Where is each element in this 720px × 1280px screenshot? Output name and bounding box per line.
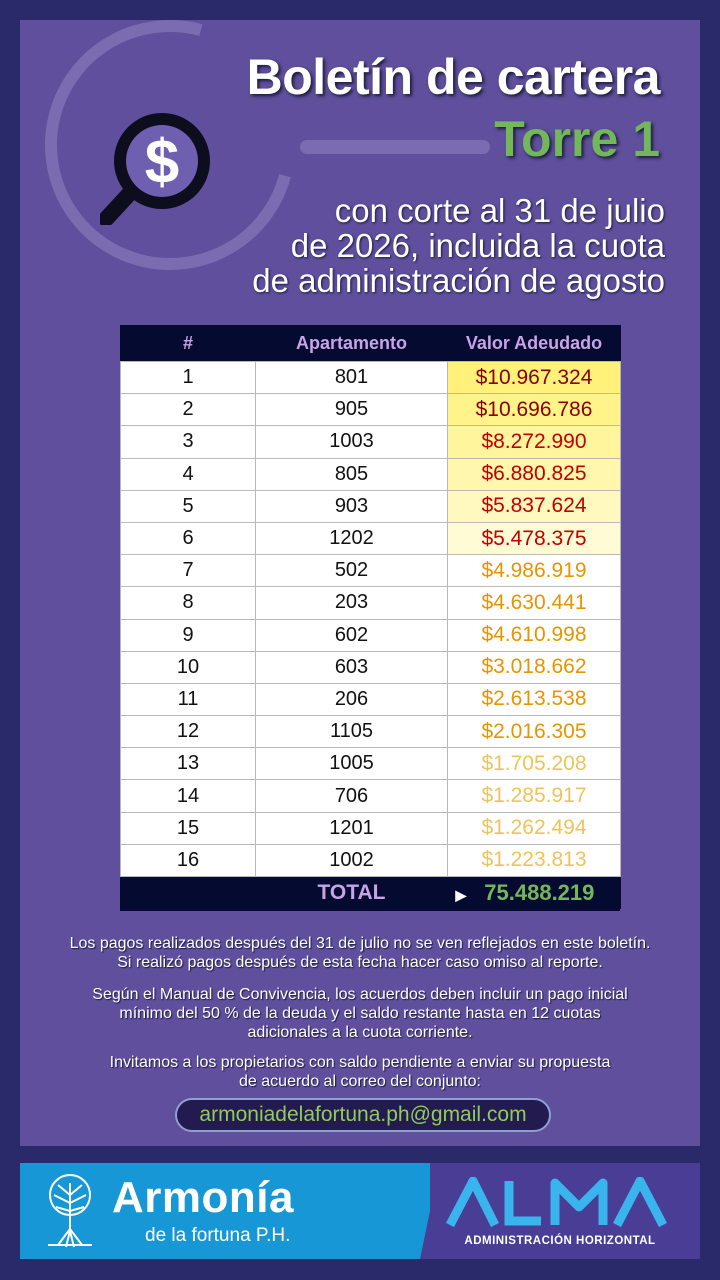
note-payments-cutoff	[40, 934, 680, 972]
row-apartment: 903	[256, 490, 448, 522]
row-apartment: 706	[256, 780, 448, 812]
svg-text:$: $	[144, 128, 180, 197]
row-number: 9	[121, 619, 256, 651]
row-apartment: 206	[256, 683, 448, 715]
row-number: 10	[121, 651, 256, 683]
row-amount: $1.262.494	[448, 812, 621, 844]
row-apartment: 602	[256, 619, 448, 651]
table-body	[121, 362, 621, 877]
note-p2-line1: Según el Manual de Convivencia, los acuerdos deben incluir un pago inicial	[92, 986, 628, 1003]
table-row	[121, 394, 621, 426]
column-header-number: #	[121, 325, 256, 362]
brand-subtitle: de la fortuna P.H.	[145, 1225, 291, 1246]
row-amount: $4.630.441	[448, 587, 621, 619]
row-apartment: 1005	[256, 748, 448, 780]
row-number: 4	[121, 458, 256, 490]
note-p2-line3: adicionales a la cuota corriente.	[247, 1024, 473, 1041]
row-amount: $3.018.662	[448, 651, 621, 683]
note-p1-line2: Si realizó pagos después de esta fecha hacer caso omiso al reporte.	[117, 954, 603, 971]
table-row	[121, 458, 621, 490]
alma-logo	[445, 1177, 670, 1229]
debt-table-container	[120, 325, 620, 911]
row-amount: $4.610.998	[448, 619, 621, 651]
row-amount: $5.837.624	[448, 490, 621, 522]
table-row	[121, 490, 621, 522]
tower-subtitle: Torre 1	[494, 111, 660, 167]
row-number: 12	[121, 716, 256, 748]
row-apartment: 1105	[256, 716, 448, 748]
footer-wedge	[420, 1163, 440, 1259]
row-apartment: 905	[256, 394, 448, 426]
cutoff-description	[145, 193, 665, 298]
row-amount: $6.880.825	[448, 458, 621, 490]
table-header-row	[121, 325, 621, 362]
row-number: 6	[121, 522, 256, 554]
total-value: 75.488.219	[484, 880, 595, 905]
note-p3-line2: de acuerdo al correo del conjunto:	[239, 1073, 481, 1090]
row-amount: $4.986.919	[448, 555, 621, 587]
row-number: 5	[121, 490, 256, 522]
page-title: Boletín de cartera	[246, 49, 660, 105]
table-row	[121, 587, 621, 619]
row-number: 11	[121, 683, 256, 715]
note-p3-line1: Invitamos a los propietarios con saldo pendiente a enviar su propuesta	[109, 1054, 611, 1071]
row-amount: $2.016.305	[448, 716, 621, 748]
row-number: 7	[121, 555, 256, 587]
note-p1-line1: Los pagos realizados después del 31 de julio no se ven reflejados en este boletín.	[69, 935, 651, 952]
row-number: 14	[121, 780, 256, 812]
row-number: 2	[121, 394, 256, 426]
row-apartment: 1201	[256, 812, 448, 844]
row-apartment: 1003	[256, 426, 448, 458]
row-amount: $1.705.208	[448, 748, 621, 780]
table-row	[121, 362, 621, 394]
table-row	[121, 426, 621, 458]
row-apartment: 603	[256, 651, 448, 683]
row-number: 16	[121, 844, 256, 876]
row-amount: $10.967.324	[448, 362, 621, 394]
row-amount: $2.613.538	[448, 683, 621, 715]
table-row	[121, 748, 621, 780]
table-row	[121, 780, 621, 812]
table-row	[121, 844, 621, 876]
cutoff-line-3: de administración de agosto	[252, 262, 665, 299]
note-invitation	[40, 1053, 680, 1091]
cutoff-line-1: con corte al 31 de julio	[334, 192, 665, 229]
alma-subtitle: ADMINISTRACIÓN HORIZONTAL	[464, 1235, 656, 1247]
table-row	[121, 522, 621, 554]
table-row	[121, 812, 621, 844]
row-number: 8	[121, 587, 256, 619]
note-p2-line2: mínimo del 50 % de la deuda y el saldo restante hasta en 12 cuotas	[119, 1005, 601, 1022]
table-row	[121, 683, 621, 715]
row-number: 13	[121, 748, 256, 780]
row-apartment: 203	[256, 587, 448, 619]
total-spacer	[121, 877, 256, 910]
row-amount: $1.223.813	[448, 844, 621, 876]
table-row	[121, 555, 621, 587]
tree-logo-icon	[38, 1173, 102, 1249]
debt-table	[120, 325, 621, 909]
total-label: TOTAL	[256, 877, 448, 910]
brand-name: Armonía	[112, 1173, 294, 1222]
column-header-amount: Valor Adeudado	[448, 325, 621, 362]
row-apartment: 502	[256, 555, 448, 587]
cutoff-line-2: de 2026, incluida la cuota	[290, 227, 665, 264]
row-number: 15	[121, 812, 256, 844]
decorative-line	[300, 140, 490, 154]
row-amount: $5.478.375	[448, 522, 621, 554]
footer-banner	[20, 1163, 700, 1259]
arrow-right-icon: ▶	[455, 887, 467, 903]
row-apartment: 1202	[256, 522, 448, 554]
row-number: 3	[121, 426, 256, 458]
row-apartment: 1002	[256, 844, 448, 876]
total-row	[121, 877, 621, 910]
row-amount: $8.272.990	[448, 426, 621, 458]
row-apartment: 805	[256, 458, 448, 490]
table-row	[121, 716, 621, 748]
row-amount: $10.696.786	[448, 394, 621, 426]
column-header-apartment: Apartamento	[256, 325, 448, 362]
row-apartment: 801	[256, 362, 448, 394]
table-row	[121, 619, 621, 651]
row-amount: $1.285.917	[448, 780, 621, 812]
table-row	[121, 651, 621, 683]
email-pill[interactable]: armoniadelafortuna.ph@gmail.com	[175, 1098, 551, 1132]
note-agreements	[40, 985, 680, 1042]
total-value-cell	[448, 877, 621, 910]
row-number: 1	[121, 362, 256, 394]
